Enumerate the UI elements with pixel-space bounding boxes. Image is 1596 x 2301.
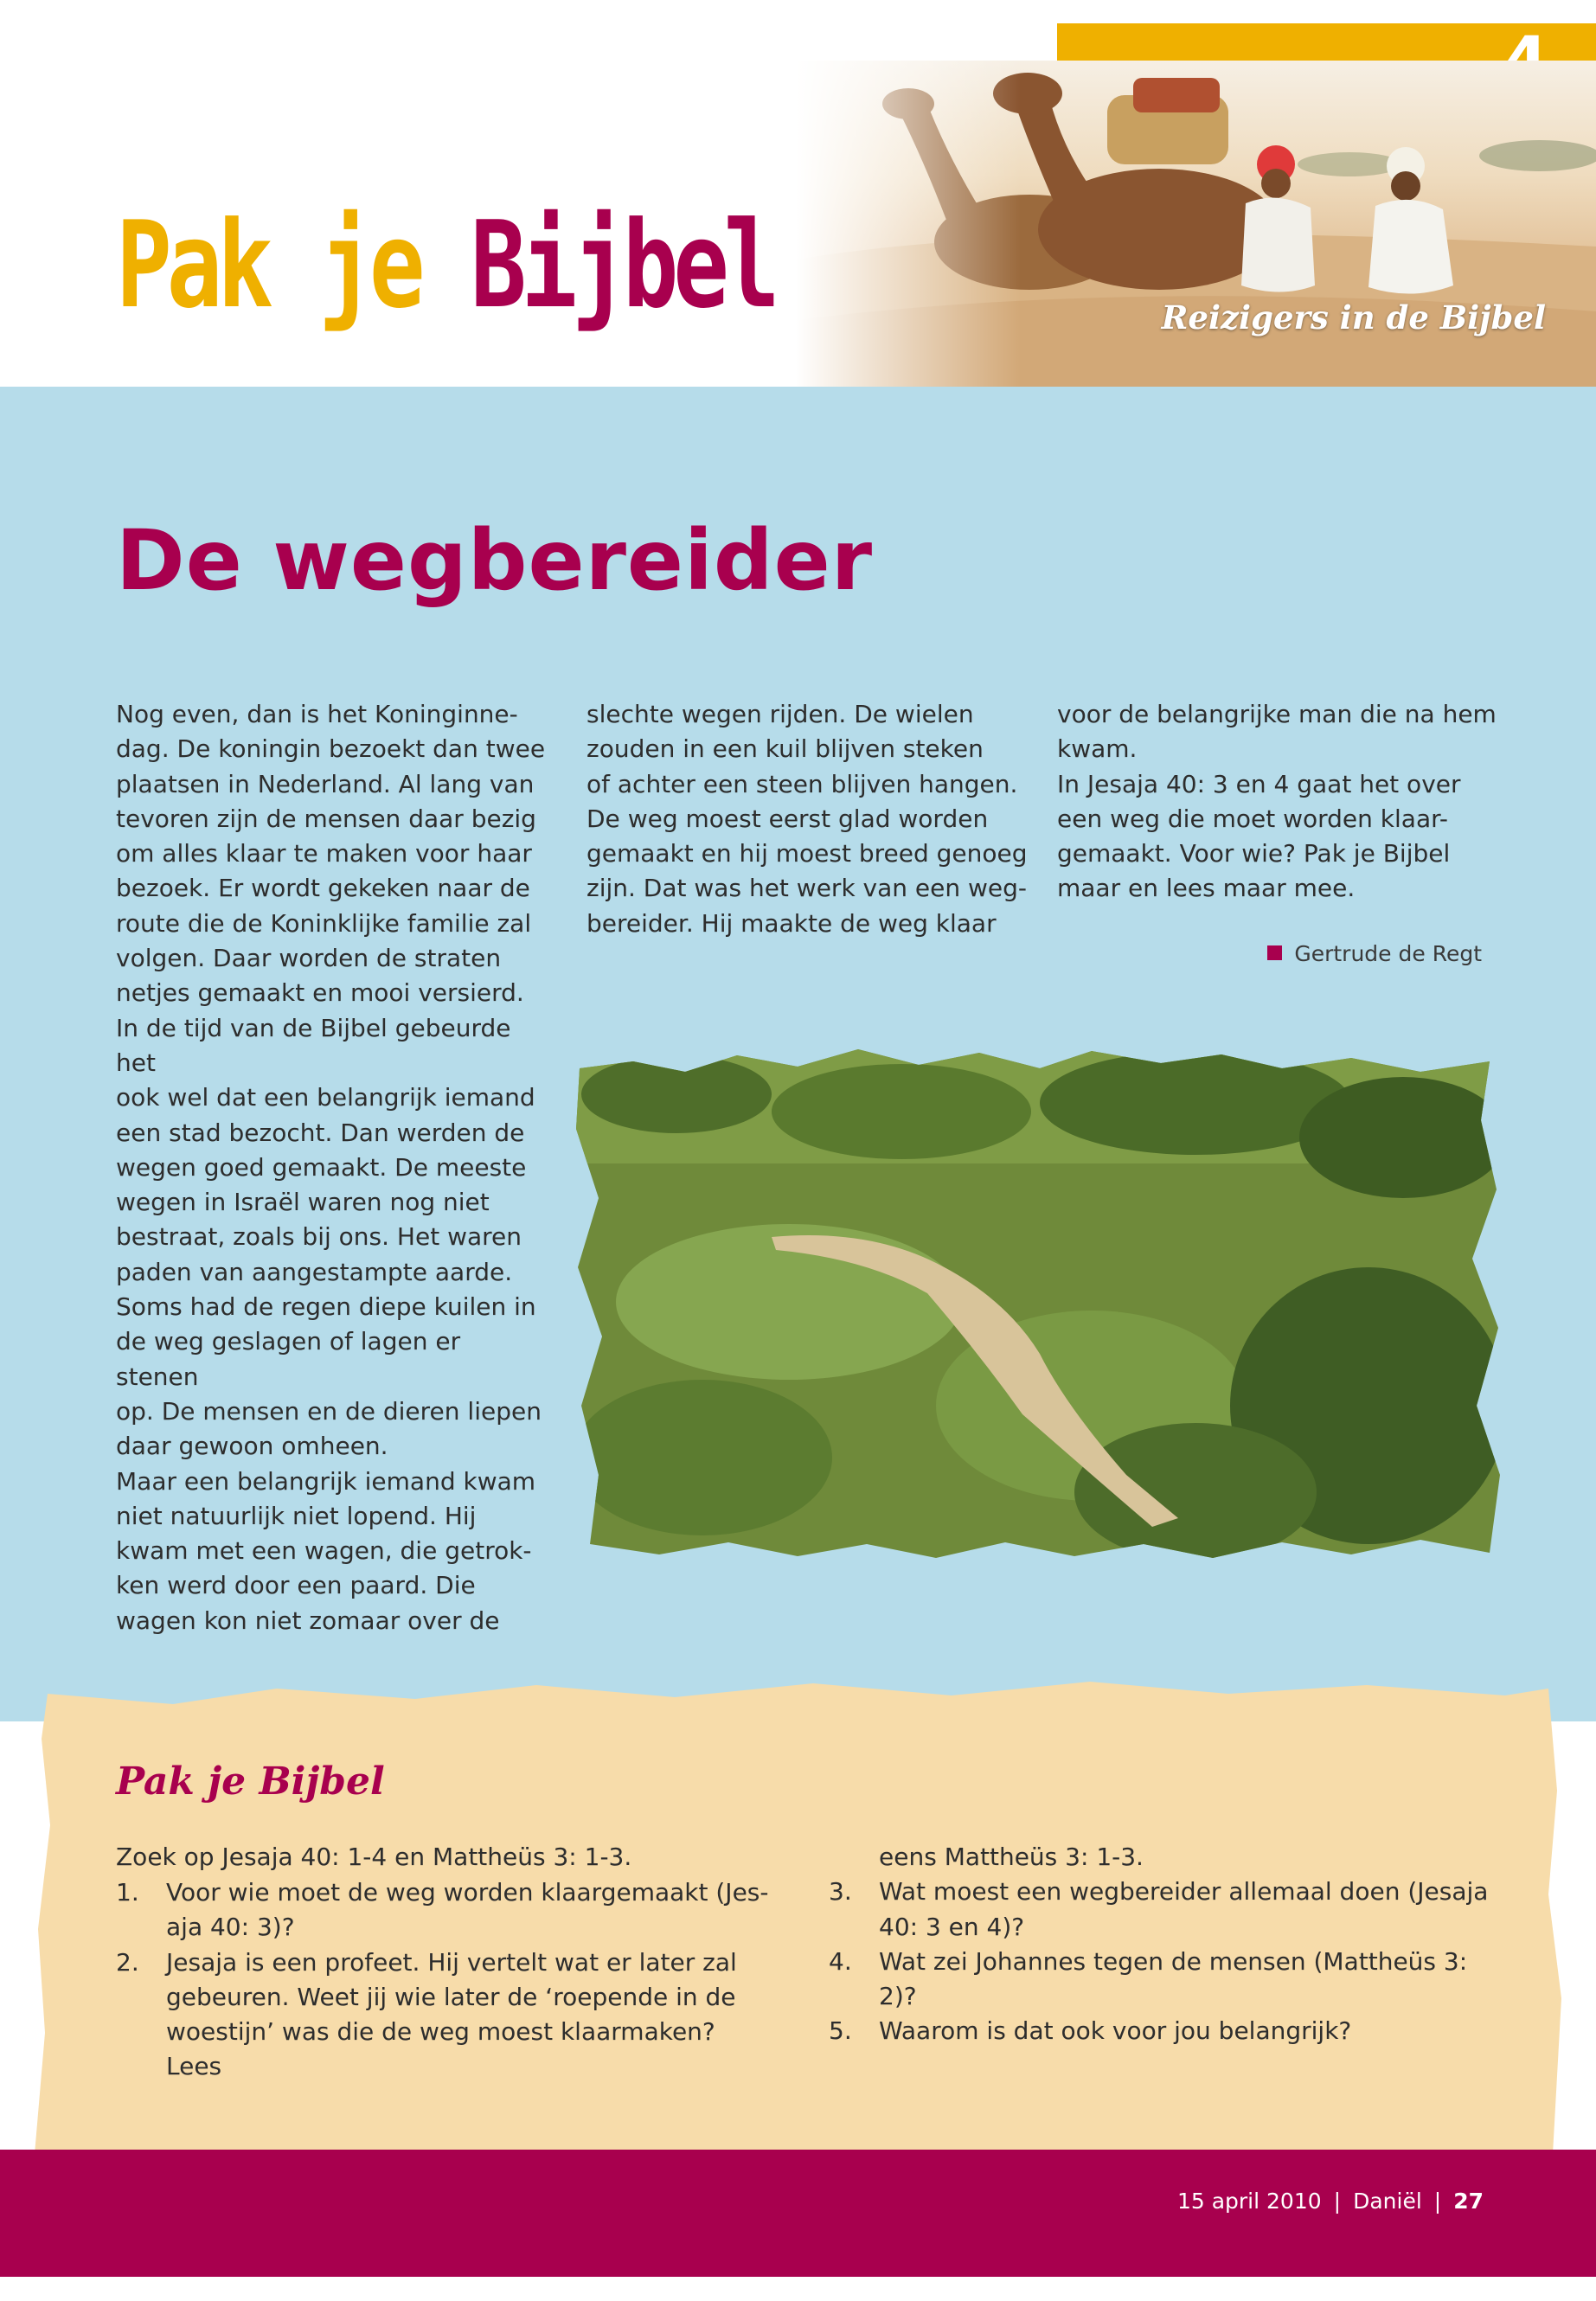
footer-white-strip bbox=[0, 2277, 1596, 2301]
question-list-left bbox=[116, 1875, 773, 2085]
question-text: Wat zei Johannes tegen de mensen (Mattheüs 3: 2)? bbox=[879, 1946, 1468, 2011]
question-box-intro: Zoek op Jesaja 40: 1-4 en Mattheüs 3: 1-3. bbox=[116, 1843, 632, 1871]
footer-date: 15 april 2010 bbox=[1176, 2189, 1322, 2214]
question-item bbox=[829, 2014, 1495, 2048]
question-text: eens Mattheüs 3: 1-3. bbox=[879, 1843, 1144, 1871]
question-number: 4. bbox=[829, 1946, 852, 1976]
question-item bbox=[829, 1945, 1495, 2015]
question-item bbox=[116, 1945, 773, 2085]
author-name: Gertrude de Regt bbox=[1294, 941, 1482, 966]
article-column-1 bbox=[116, 697, 548, 1638]
question-box-title: Pak je Bijbel bbox=[116, 1759, 385, 1804]
article-column-3-text: voor de belangrijke man die na hem kwam. In Jesaja 40: 3 en 4 gaat het over een weg die moet worden klaar- gemaakt. Voor wie? Pak je Bijbel maar en lees maar mee. bbox=[1057, 700, 1497, 903]
question-number: 1. bbox=[116, 1878, 139, 1907]
header-camel-photo bbox=[796, 61, 1596, 387]
question-text: Voor wie moet de weg worden klaargemaakt (Jes- aja 40: 3)? bbox=[166, 1878, 769, 1942]
question-text: Wat moest een wegbereider allemaal doen (Jesaja 40: 3 en 4)? bbox=[879, 1877, 1489, 1941]
footer-separator: | bbox=[1333, 2189, 1342, 2214]
article-column-2-text: slechte wegen rijden. De wielen zouden in een kuil blijven steken of achter een steen blijven hangen. De weg moest eerst glad worden gemaakt en hij moest breed genoeg zijn. Dat was het werk van een weg- bereider. Hij maakte de weg klaar bbox=[586, 700, 1028, 938]
footer-separator: | bbox=[1433, 2189, 1442, 2214]
question-continuation bbox=[829, 1840, 1495, 1875]
logo-word-pak-je: Pak je bbox=[116, 195, 420, 335]
landscape-path-photo bbox=[573, 1042, 1503, 1561]
question-text: Waarom is dat ook voor jou belangrijk? bbox=[879, 2016, 1352, 2046]
question-text: Jesaja is een profeet. Hij vertelt wat er later zal gebeuren. Weet jij wie later de ‘roepende in de woestijn’ was die de weg moest klaarmaken? Lees bbox=[166, 1947, 737, 2081]
pak-je-bijbel-logo bbox=[116, 195, 775, 335]
footer-info bbox=[1177, 2189, 1484, 2214]
question-item bbox=[829, 1875, 1495, 1945]
author-byline bbox=[1267, 941, 1482, 966]
question-item bbox=[116, 1875, 773, 1945]
footer-page-number: 27 bbox=[1453, 2189, 1484, 2214]
byline-square-icon bbox=[1267, 945, 1282, 960]
question-number: 2. bbox=[116, 1947, 139, 1977]
logo-word-bijbel: Bijbel bbox=[470, 195, 775, 335]
article-column-1-text: Nog even, dan is het Koninginne- dag. De koningin bezoekt dan twee plaatsen in Nederland. Al lang van tevoren zijn de mensen daar bezig om alles klaar te maken voor haar bezoek. Er wordt gekeken naar de route die de Koninklijke familie zal volgen. Daar worden de straten netjes gemaakt en mooi versierd. In de tijd van de Bijbel gebeurde het ook wel dat een belangrijk iemand een stad bezocht. Dan werden de wegen goed gemaakt. De meeste wegen in Israël waren nog niet bestraat, zoals bij ons. Het waren paden van aangestampte aarde. Soms had de regen diepe kuilen in de weg geslagen of lagen er stenen op. De mensen en de dieren liepen daar gewoon omheen. Maar een belangrijk iemand kwam niet natuurlijk niet lopend. Hij kwam met een wagen, die getrok- ken werd door een paard. Die wagen kon niet zomaar over de bbox=[116, 700, 546, 1635]
question-number: 5. bbox=[829, 2016, 852, 2046]
article-column-2 bbox=[586, 697, 1036, 941]
camel-photo-illustration bbox=[796, 61, 1596, 387]
article-title: De wegbereider bbox=[116, 512, 874, 609]
series-tagline: Reizigers in de Bijbel bbox=[1161, 298, 1546, 336]
question-list-right bbox=[829, 1840, 1495, 2049]
question-number: 3. bbox=[829, 1877, 852, 1907]
article-column-3 bbox=[1057, 697, 1507, 907]
footer-magazine: Daniël bbox=[1353, 2189, 1422, 2214]
